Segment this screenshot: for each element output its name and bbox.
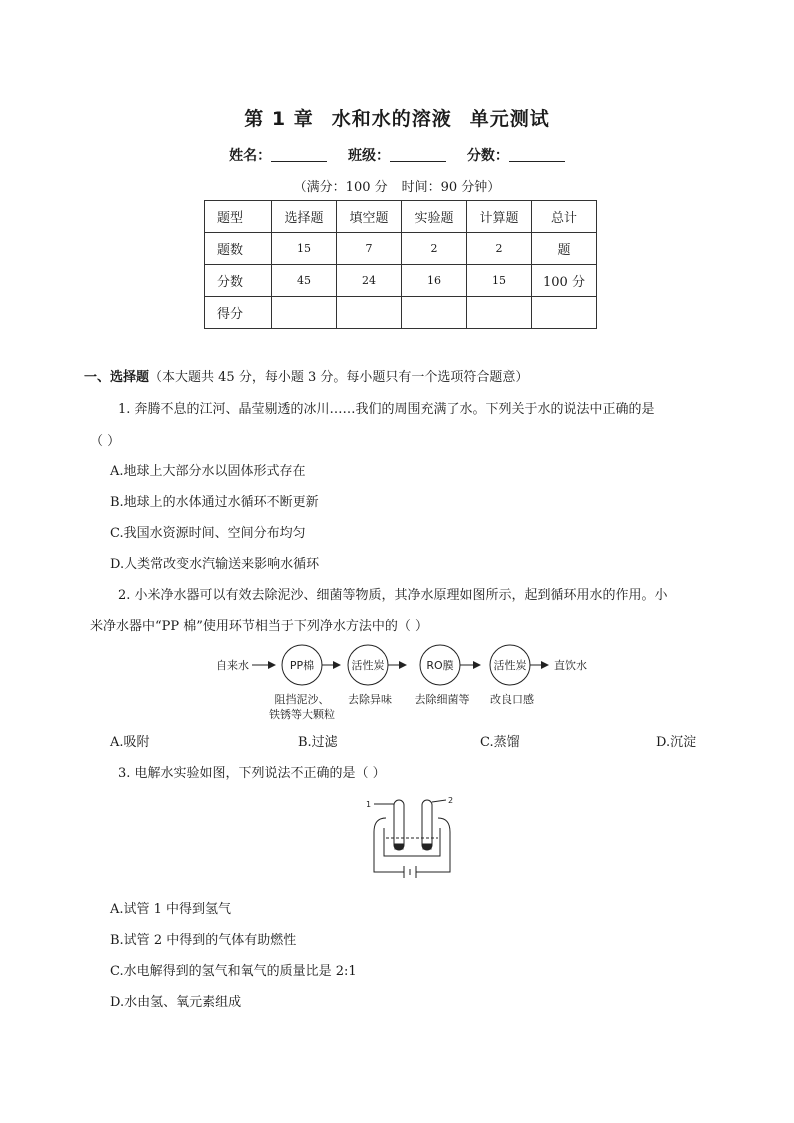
question-2-option-b: B.过滤 bbox=[298, 735, 338, 750]
name-blank[interactable] bbox=[271, 147, 327, 162]
question-3-option-a: A.试管 1 中得到氢气 bbox=[110, 902, 232, 917]
question-1-option-a: A.地球上大部分水以固体形式存在 bbox=[110, 464, 306, 479]
table-cell: 16 bbox=[402, 265, 467, 297]
table-row bbox=[205, 297, 597, 329]
stage-pp-label: PP棉 bbox=[289, 659, 315, 672]
table-cell: 24 bbox=[337, 265, 402, 297]
question-3-option-b: B.试管 2 中得到的气体有助燃性 bbox=[110, 933, 297, 948]
table-cell: 题 bbox=[532, 233, 597, 265]
stage-pp-note1: 阻挡泥沙、 bbox=[274, 693, 330, 706]
score-table bbox=[204, 200, 597, 329]
question-3-option-d: D.水由氢、氧元素组成 bbox=[110, 995, 242, 1010]
score-input-cell[interactable] bbox=[337, 297, 402, 329]
score-input-cell[interactable] bbox=[402, 297, 467, 329]
page-title bbox=[0, 104, 794, 131]
water-purifier-diagram bbox=[210, 642, 630, 726]
question-2-option-d: D.沉淀 bbox=[656, 735, 697, 750]
question-2-text-cont: 米净水器中“PP 棉”使用环节相当于下列净水方法中的（ ） bbox=[90, 619, 429, 634]
diagram-source: 自来水 bbox=[216, 659, 249, 672]
table-cell: 填空题 bbox=[337, 201, 402, 233]
score-blank[interactable] bbox=[509, 147, 565, 162]
stage-carbon2-label: 活性炭 bbox=[493, 659, 527, 672]
question-1-option-c: C.我国水资源时间、空间分布均匀 bbox=[110, 526, 306, 541]
stage-carbon1-note: 去除异味 bbox=[348, 693, 392, 706]
full-score: （满分：100 分 bbox=[293, 180, 388, 195]
class-label: 班级： bbox=[348, 148, 390, 164]
stage-ro-note: 去除细菌等 bbox=[414, 693, 470, 706]
table-cell: 题型 bbox=[205, 201, 272, 233]
stage-carbon2-note: 改良口感 bbox=[490, 693, 534, 706]
question-2-text: 2. 小米净水器可以有效去除泥沙、细菌等物质，其净水原理如图所示，起到循环用水的作用。小 bbox=[118, 588, 668, 603]
name-label: 姓名： bbox=[229, 148, 272, 164]
title-chapter: 第 1 章 bbox=[244, 108, 314, 130]
question-1-bracket: （ ） bbox=[90, 434, 121, 449]
table-cell: 15 bbox=[467, 265, 532, 297]
question-3-text: 3. 电解水实验如图，下列说法不正确的是（ ） bbox=[118, 766, 386, 781]
question-2-option-c: C.蒸馏 bbox=[480, 735, 520, 750]
section-title: 一、选择题 bbox=[84, 370, 150, 385]
table-row bbox=[205, 265, 597, 297]
table-cell: 7 bbox=[337, 233, 402, 265]
stage-ro-label: RO膜 bbox=[426, 659, 454, 672]
question-1-option-b: B.地球上的水体通过水循环不断更新 bbox=[110, 495, 319, 510]
table-row bbox=[205, 233, 597, 265]
score-label: 分数： bbox=[466, 148, 509, 164]
table-cell: 得分 bbox=[205, 297, 272, 329]
question-3-option-c: C.水电解得到的氢气和氧气的质量比是 2:1 bbox=[110, 964, 357, 979]
tube-2-label: 2 bbox=[448, 796, 454, 805]
diagram-sink: 直饮水 bbox=[554, 659, 587, 672]
exam-time: 时间：90 分钟） bbox=[401, 180, 501, 195]
table-cell: 总计 bbox=[532, 201, 597, 233]
table-cell: 选择题 bbox=[272, 201, 337, 233]
title-topic: 水和水的溶液 bbox=[331, 108, 452, 130]
title-test: 单元测试 bbox=[469, 108, 550, 130]
section-heading bbox=[84, 366, 528, 385]
student-info bbox=[0, 145, 794, 165]
table-cell: 100 分 bbox=[532, 265, 597, 297]
exam-meta bbox=[0, 176, 794, 195]
table-cell: 题数 bbox=[205, 233, 272, 265]
class-blank[interactable] bbox=[390, 147, 446, 162]
question-1-option-d: D.人类常改变水汽输送来影响水循环 bbox=[110, 557, 320, 572]
table-cell: 45 bbox=[272, 265, 337, 297]
score-input-cell[interactable] bbox=[272, 297, 337, 329]
stage-carbon1-label: 活性炭 bbox=[351, 659, 385, 672]
table-cell: 实验题 bbox=[402, 201, 467, 233]
table-cell: 2 bbox=[467, 233, 532, 265]
score-input-cell[interactable] bbox=[467, 297, 532, 329]
question-2-option-a: A.吸附 bbox=[110, 735, 150, 750]
question-1-text: 1. 奔腾不息的江河、晶莹剔透的冰川……我们的周围充满了水。下列关于水的说法中正确的是 bbox=[118, 402, 655, 417]
table-row bbox=[205, 201, 597, 233]
table-cell: 分数 bbox=[205, 265, 272, 297]
tube-1-label: 1 bbox=[366, 800, 372, 809]
stage-pp-note2: 铁锈等大颗粒 bbox=[269, 708, 335, 721]
table-cell: 15 bbox=[272, 233, 337, 265]
table-cell: 2 bbox=[402, 233, 467, 265]
section-desc: （本大题共 45 分，每小题 3 分。每小题只有一个选项符合题意） bbox=[149, 370, 529, 385]
electrolysis-diagram bbox=[360, 792, 464, 882]
table-cell: 计算题 bbox=[467, 201, 532, 233]
score-input-cell[interactable] bbox=[532, 297, 597, 329]
